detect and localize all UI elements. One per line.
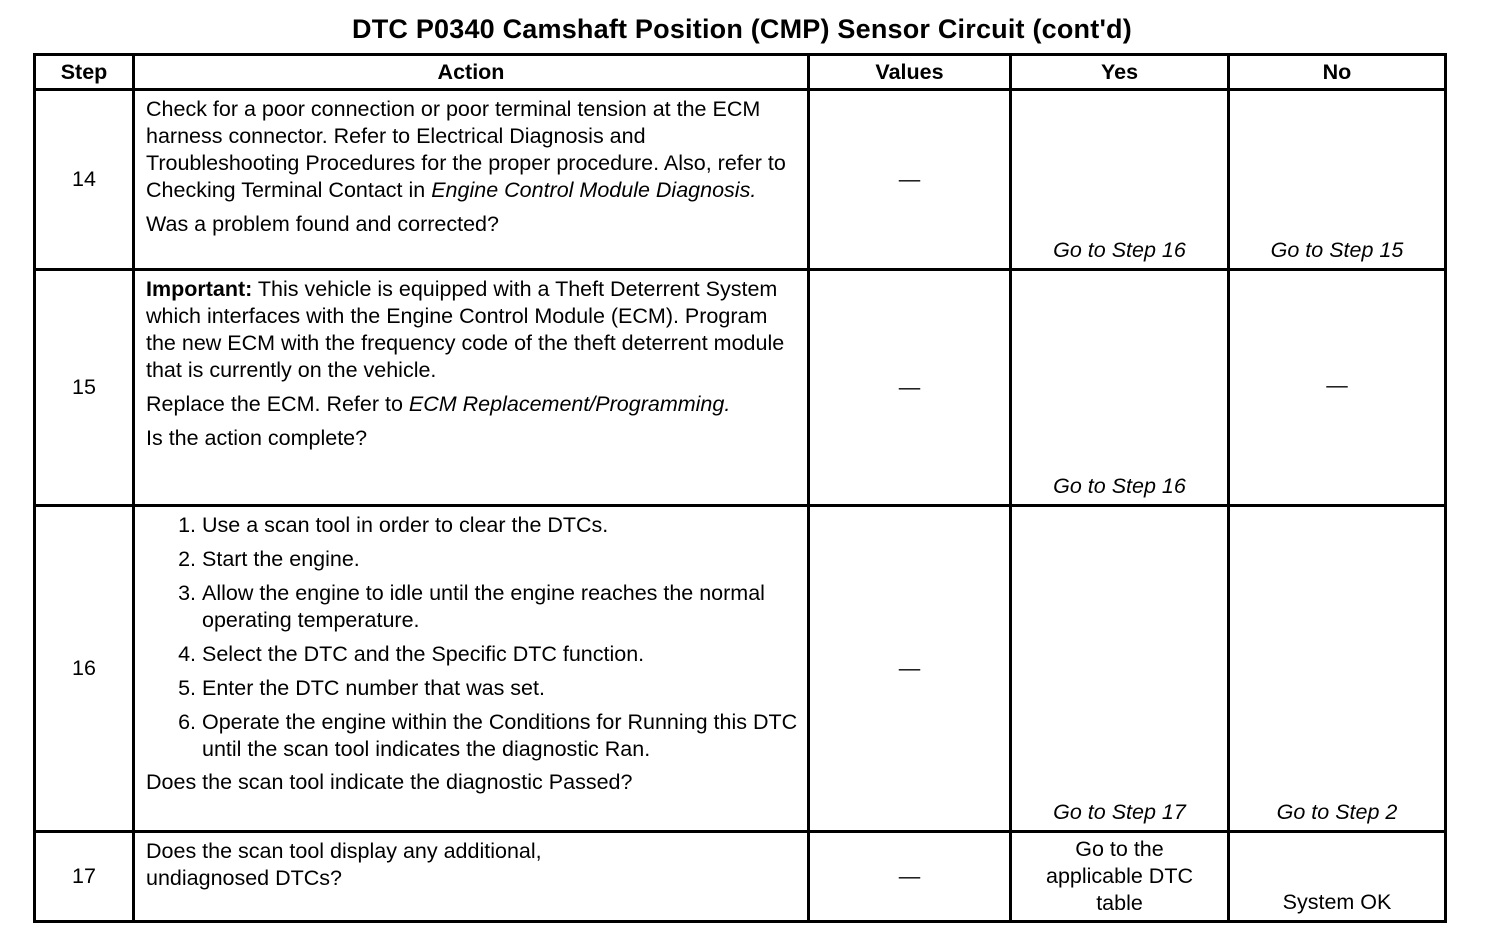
value-text: — bbox=[898, 375, 921, 399]
action-cell bbox=[134, 832, 809, 922]
header-step: Step bbox=[35, 55, 134, 90]
table-row bbox=[35, 506, 1446, 832]
important-note bbox=[146, 276, 799, 384]
table-row bbox=[35, 832, 1446, 922]
no-cell: System OK bbox=[1229, 832, 1446, 922]
procedure-list bbox=[146, 512, 799, 763]
value-text: — bbox=[898, 656, 921, 680]
action-text bbox=[146, 96, 799, 204]
action-text-plain: Check for a poor connection or poor terminal tension at the ECM harness connector. Refer to Electrical Diagnosis and Troubleshooting Procedures for the proper procedure. Also, refer to Checking Terminal Contact in bbox=[146, 97, 786, 202]
action-cell bbox=[134, 506, 809, 832]
values-cell bbox=[809, 506, 1011, 832]
no-cell: Go to Step 2 bbox=[1229, 506, 1446, 832]
list-item: 6. Operate the engine within the Conditions for Running this DTC until the scan tool indicates the diagnostic Ran. bbox=[202, 709, 799, 763]
page-title: DTC P0340 Camshaft Position (CMP) Sensor Circuit (cont'd) bbox=[352, 14, 1132, 44]
step-number: 16 bbox=[35, 506, 134, 832]
step-number: 17 bbox=[35, 832, 134, 922]
no-cell: — bbox=[1229, 270, 1446, 506]
values-cell bbox=[809, 90, 1011, 270]
value-text: — bbox=[898, 864, 921, 888]
step-number: 14 bbox=[35, 90, 134, 270]
diagnostic-table bbox=[33, 53, 1447, 923]
value-text: — bbox=[898, 167, 921, 191]
yes-cell: Go to Step 16 bbox=[1011, 90, 1229, 270]
yes-cell: Go to Step 17 bbox=[1011, 506, 1229, 832]
header-action: Action bbox=[134, 55, 809, 90]
header-yes: Yes bbox=[1011, 55, 1229, 90]
no-cell: Go to Step 15 bbox=[1229, 90, 1446, 270]
values-cell bbox=[809, 270, 1011, 506]
action-question: Does the scan tool indicate the diagnostic Passed? bbox=[146, 770, 633, 794]
header-values: Values bbox=[809, 55, 1011, 90]
action-text-reference: ECM Replacement/Programming. bbox=[408, 392, 731, 416]
table-row bbox=[35, 90, 1446, 270]
list-item: 3. Allow the engine to idle until the engine reaches the normal operating temperature. bbox=[202, 580, 799, 634]
values-cell bbox=[809, 832, 1011, 922]
action-cell bbox=[134, 270, 809, 506]
yes-cell: Go to Step 16 bbox=[1011, 270, 1229, 506]
action-text-plain: Replace the ECM. Refer to bbox=[146, 392, 409, 416]
list-item: 5. Enter the DTC number that was set. bbox=[202, 675, 799, 702]
action-question: Does the scan tool display any additional, undiagnosed DTCs? bbox=[146, 839, 542, 890]
action-cell bbox=[134, 90, 809, 270]
important-label: Important: bbox=[146, 277, 253, 301]
action-question: Was a problem found and corrected? bbox=[146, 212, 499, 236]
list-item: 2. Start the engine. bbox=[202, 546, 799, 573]
table-row bbox=[35, 270, 1446, 506]
important-text: This vehicle is equipped with a Theft Deterrent System which interfaces with the Engine Control Module (ECM). Program the new ECM with the frequency code of the theft deterrent module that is currently on the vehicle. bbox=[146, 277, 785, 382]
header-no: No bbox=[1229, 55, 1446, 90]
step-number: 15 bbox=[35, 270, 134, 506]
action-text bbox=[146, 391, 799, 418]
action-question: Is the action complete? bbox=[146, 426, 368, 450]
action-text-reference: Engine Control Module Diagnosis. bbox=[431, 178, 757, 202]
list-item: 1. Use a scan tool in order to clear the DTCs. bbox=[202, 512, 799, 539]
table-header-row bbox=[35, 55, 1446, 90]
list-item: 4. Select the DTC and the Specific DTC function. bbox=[202, 641, 799, 668]
yes-cell: Go to the applicable DTC table bbox=[1011, 832, 1229, 922]
